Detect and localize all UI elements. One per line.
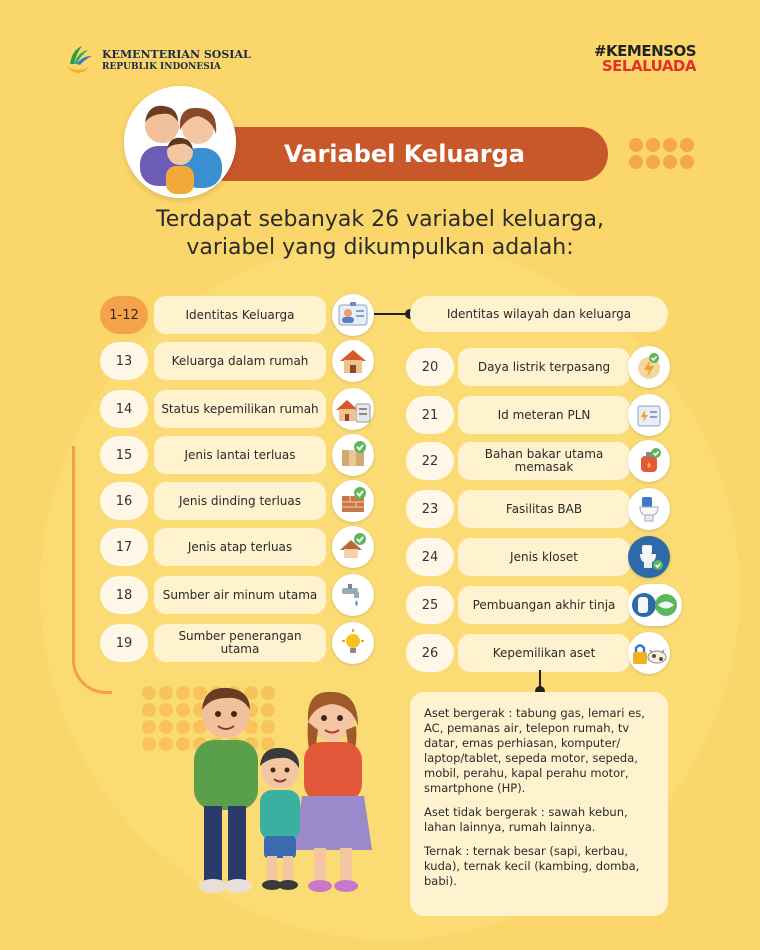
asset-immovable-text: Aset tidak bergerak : sawah kebun, lahan lainnya, rumah lainnya. <box>424 805 628 834</box>
house-document-icon <box>332 388 374 430</box>
light-bulb-icon <box>332 622 374 664</box>
variable-label: Daya listrik terpasang <box>458 348 630 386</box>
assets-icon <box>628 632 670 674</box>
page-title: Variabel Keluarga <box>284 140 525 168</box>
variable-label: Identitas Keluarga <box>154 296 326 334</box>
variable-number: 25 <box>406 586 454 624</box>
variable-label: Status kepemilikan rumah <box>154 390 326 428</box>
variable-label: Fasilitas BAB <box>458 490 630 528</box>
variable-number: 20 <box>406 348 454 386</box>
variable-row-21 <box>406 396 676 434</box>
intro-line2: variabel yang dikumpulkan adalah: <box>186 235 574 260</box>
electricity-check-icon <box>628 346 670 388</box>
variable-row-23 <box>406 490 676 528</box>
variable-label: Jenis kloset <box>458 538 630 576</box>
family-3d-figure-icon <box>180 680 380 905</box>
variable-number: 13 <box>100 342 148 380</box>
decorative-dots <box>629 138 694 169</box>
variable-row-13 <box>100 342 380 380</box>
variable-row-17 <box>100 528 380 566</box>
hashtag-line2: SELALUADA <box>601 57 696 75</box>
variable-label: Pembuangan akhir tinja <box>458 586 630 624</box>
floor-check-icon <box>332 434 374 476</box>
variable-row-20 <box>406 348 676 386</box>
variable-number: 24 <box>406 538 454 576</box>
variable-label: Sumber penerangan utama <box>154 624 326 662</box>
ministry-name <box>102 48 251 74</box>
house-icon <box>332 340 374 382</box>
variable-label: Sumber air minum utama <box>154 576 326 614</box>
wall-check-icon <box>332 480 374 522</box>
family-illustration <box>180 680 380 905</box>
variable-number: 16 <box>100 482 148 520</box>
variable-label: Kepemilikan aset <box>458 634 630 672</box>
variable-label: Keluarga dalam rumah <box>154 342 326 380</box>
variable-number: 22 <box>406 442 454 480</box>
variable-row-14 <box>100 390 380 428</box>
campaign-hashtag <box>594 44 696 74</box>
variable-label: Jenis dinding terluas <box>154 482 326 520</box>
variable-number: 26 <box>406 634 454 672</box>
hashtag-line1: #KEMENSOS <box>593 42 696 60</box>
ministry-name-line2: REPUBLIK INDONESIA <box>102 62 221 72</box>
variable-row-15 <box>100 436 380 474</box>
variable-number: 15 <box>100 436 148 474</box>
variable-row-22 <box>406 442 676 480</box>
asset-livestock-text: Ternak : ternak besar (sapi, kerbau, kuda), ternak kecil (kambing, domba, babi). <box>424 844 640 888</box>
variable-row-19 <box>100 624 380 662</box>
region-identity-label: Identitas wilayah dan keluarga <box>410 296 668 332</box>
family-portrait-icon <box>124 86 236 198</box>
variable-row-24 <box>406 538 676 576</box>
variable-number: 18 <box>100 576 148 614</box>
variable-label: Bahan bakar utama memasak <box>458 442 630 480</box>
ministry-name-line1: KEMENTERIAN SOSIAL <box>102 48 251 61</box>
variable-number: 14 <box>100 390 148 428</box>
water-tap-icon <box>332 574 374 616</box>
variable-number: 17 <box>100 528 148 566</box>
ministry-emblem-icon <box>62 44 94 78</box>
variable-row-18 <box>100 576 380 614</box>
asset-movable-text: Aset bergerak : tabung gas, lemari es, AC, pemanas air, telepon rumah, tv datar, emas perhiasan, komputer/ laptop/tablet, sepeda motor, sepeda, mobil, perahu, kapal perahu motor, smartphone (HP). <box>424 706 645 795</box>
variable-number: 19 <box>100 624 148 662</box>
meter-id-icon <box>628 394 670 436</box>
variable-row-16 <box>100 482 380 520</box>
variable-number: 21 <box>406 396 454 434</box>
roof-check-icon <box>332 526 374 568</box>
asset-details <box>410 692 668 916</box>
variable-label: Jenis atap terluas <box>154 528 326 566</box>
variable-row-26 <box>406 634 676 672</box>
intro-line1: Terdapat sebanyak 26 variabel keluarga, <box>156 207 604 232</box>
variable-label: Id meteran PLN <box>458 396 630 434</box>
variable-row-1-12 <box>100 296 380 334</box>
variable-label: Jenis lantai terluas <box>154 436 326 474</box>
family-avatar <box>124 86 236 198</box>
gas-check-icon <box>628 440 670 482</box>
variable-number: 1-12 <box>100 296 148 334</box>
toilet-check-icon <box>628 536 670 578</box>
variable-number: 23 <box>406 490 454 528</box>
intro-text <box>0 206 760 262</box>
variable-row-25 <box>406 586 676 624</box>
ministry-logo <box>62 44 251 78</box>
septic-icon <box>628 584 682 626</box>
family-id-card-icon <box>332 294 374 336</box>
toilet-icon <box>628 488 670 530</box>
title-banner <box>200 127 608 181</box>
